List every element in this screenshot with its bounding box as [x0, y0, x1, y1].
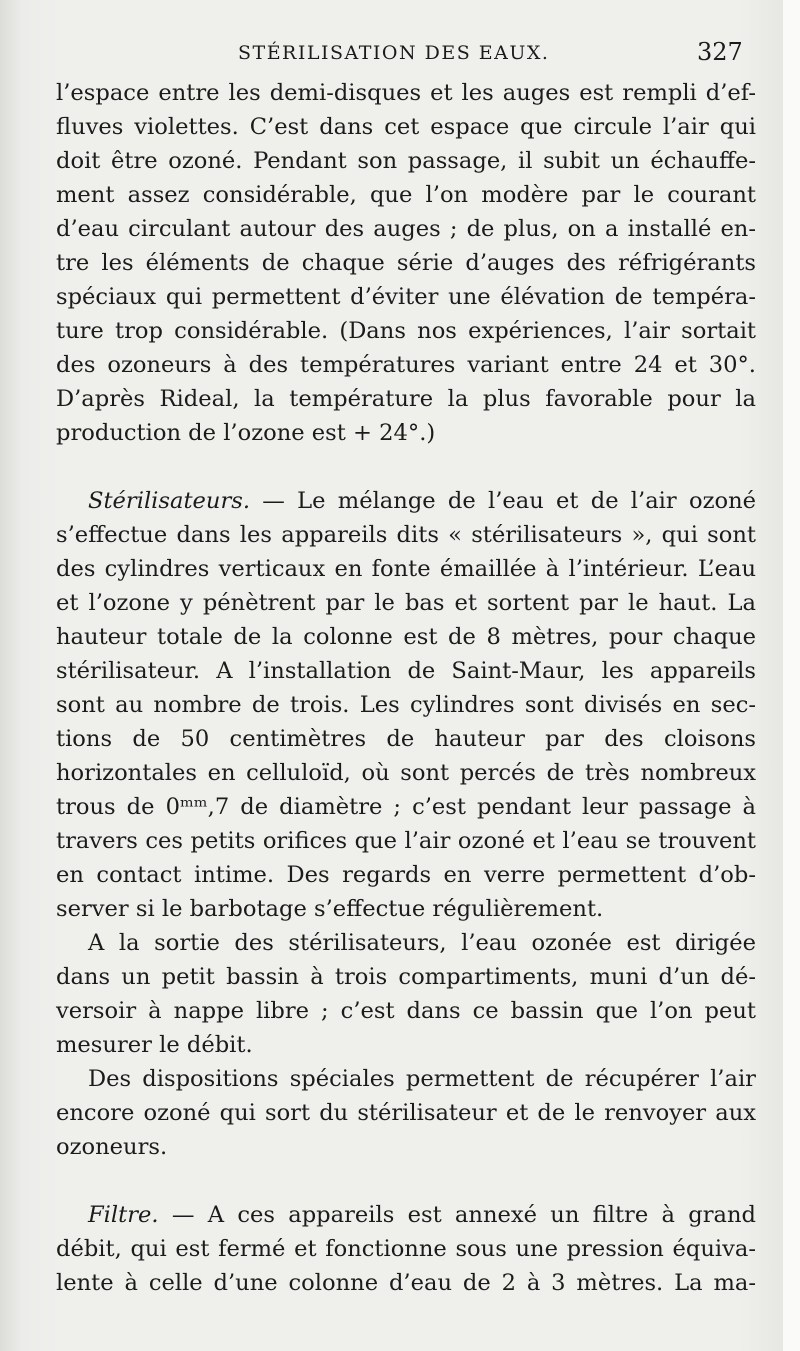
- text-line: dans un petit bassin à trois compartiments, muni d’un dé-: [56, 964, 756, 990]
- text-line: hauteur totale de la colonne est de 8 mètres, pour chaque: [56, 624, 756, 650]
- text-line: server si le barbotage s’effectue régulièrement.: [56, 896, 604, 922]
- page-number: 327: [697, 38, 743, 66]
- text-line: spéciaux qui permettent d’éviter une élévation de tempéra-: [56, 284, 756, 310]
- text-line: A la sortie des stérilisateurs, l’eau ozonée est dirigée: [88, 930, 756, 956]
- text-line: fluves violettes. C’est dans cet espace que circule l’air qui: [56, 114, 756, 140]
- text-line: tre les éléments de chaque série d’auges des réfrigérants: [56, 250, 756, 276]
- text-line: horizontales en celluloïd, où sont percés de très nombreux: [56, 760, 756, 786]
- text-line: travers ces petits orifices que l’air ozoné et l’eau se trouvent: [56, 828, 756, 854]
- text-line: stérilisateur. A l’installation de Saint-Maur, les appareils: [56, 658, 756, 684]
- text-line: et l’ozone y pénètrent par le bas et sortent par le haut. La: [56, 590, 756, 616]
- paragraph-bassin: [56, 926, 756, 1062]
- text-line: des cylindres verticaux en fonte émaillée à l’intérieur. L’eau: [56, 556, 756, 582]
- text-line: débit, qui est fermé et fonctionne sous une pression équiva-: [56, 1236, 756, 1262]
- text-line: ment assez considérable, que l’on modère par le courant: [56, 182, 756, 208]
- paragraph-recuperation: [56, 1062, 756, 1164]
- text-line: sont au nombre de trois. Les cylindres sont divisés en sec-: [56, 692, 756, 718]
- text-line: trous de 0ᵐᵐ,7 de diamètre ; c’est pendant leur passage à: [56, 794, 756, 820]
- section-heading-filtre: Filtre.: [88, 1202, 159, 1228]
- paragraph-gap: [56, 1164, 756, 1198]
- text-line: lente à celle d’une colonne d’eau de 2 à 3 mètres. La ma-: [56, 1270, 756, 1296]
- text-line: [56, 484, 756, 518]
- text-line: d’eau circulant autour des auges ; de plus, on a installé en-: [56, 216, 756, 242]
- text-line: [56, 1198, 756, 1232]
- text-line: s’effectue dans les appareils dits « stérilisateurs », qui sont: [56, 522, 756, 548]
- text-line: des ozoneurs à des températures variant entre 24 et 30°.: [56, 352, 756, 378]
- text-run: — Le mélange de l’eau et de l’air ozoné: [250, 488, 756, 514]
- text-line: en contact intime. Des regards en verre permettent d’ob-: [56, 862, 756, 888]
- text-run: — A ces appareils est annexé un filtre à grand: [158, 1202, 756, 1228]
- paragraph-filtre: [56, 1198, 756, 1300]
- running-title: STÉRILISATION DES EAUX.: [238, 42, 550, 64]
- text-line: mesurer le débit.: [56, 1032, 253, 1058]
- section-heading-sterilisateurs: Stérilisateurs.: [88, 488, 251, 514]
- text-line: versoir à nappe libre ; c’est dans ce bassin que l’on peut: [56, 998, 756, 1024]
- text-line: ture trop considérable. (Dans nos expériences, l’air sortait: [56, 318, 756, 344]
- text-line: doit être ozoné. Pendant son passage, il subit un échauffe-: [56, 148, 756, 174]
- text-line: tions de 50 centimètres de hauteur par des cloisons: [56, 726, 756, 752]
- page-edge: [783, 0, 800, 1351]
- page-header: [0, 38, 800, 76]
- text-line: ozoneurs.: [56, 1134, 168, 1160]
- paragraph-sterilisateurs: [56, 484, 756, 926]
- text-line: production de l’ozone est + 24°.): [56, 420, 436, 446]
- body-text: [56, 76, 756, 1300]
- paragraph-ozone-heating: [56, 76, 756, 450]
- text-line: l’espace entre les demi-disques et les auges est rempli d’ef-: [56, 80, 756, 106]
- text-line: encore ozoné qui sort du stérilisateur et de le renvoyer aux: [56, 1100, 756, 1126]
- paragraph-gap: [56, 450, 756, 484]
- text-line: Des dispositions spéciales permettent de récupérer l’air: [88, 1066, 756, 1092]
- text-line: D’après Rideal, la température la plus favorable pour la: [56, 386, 756, 412]
